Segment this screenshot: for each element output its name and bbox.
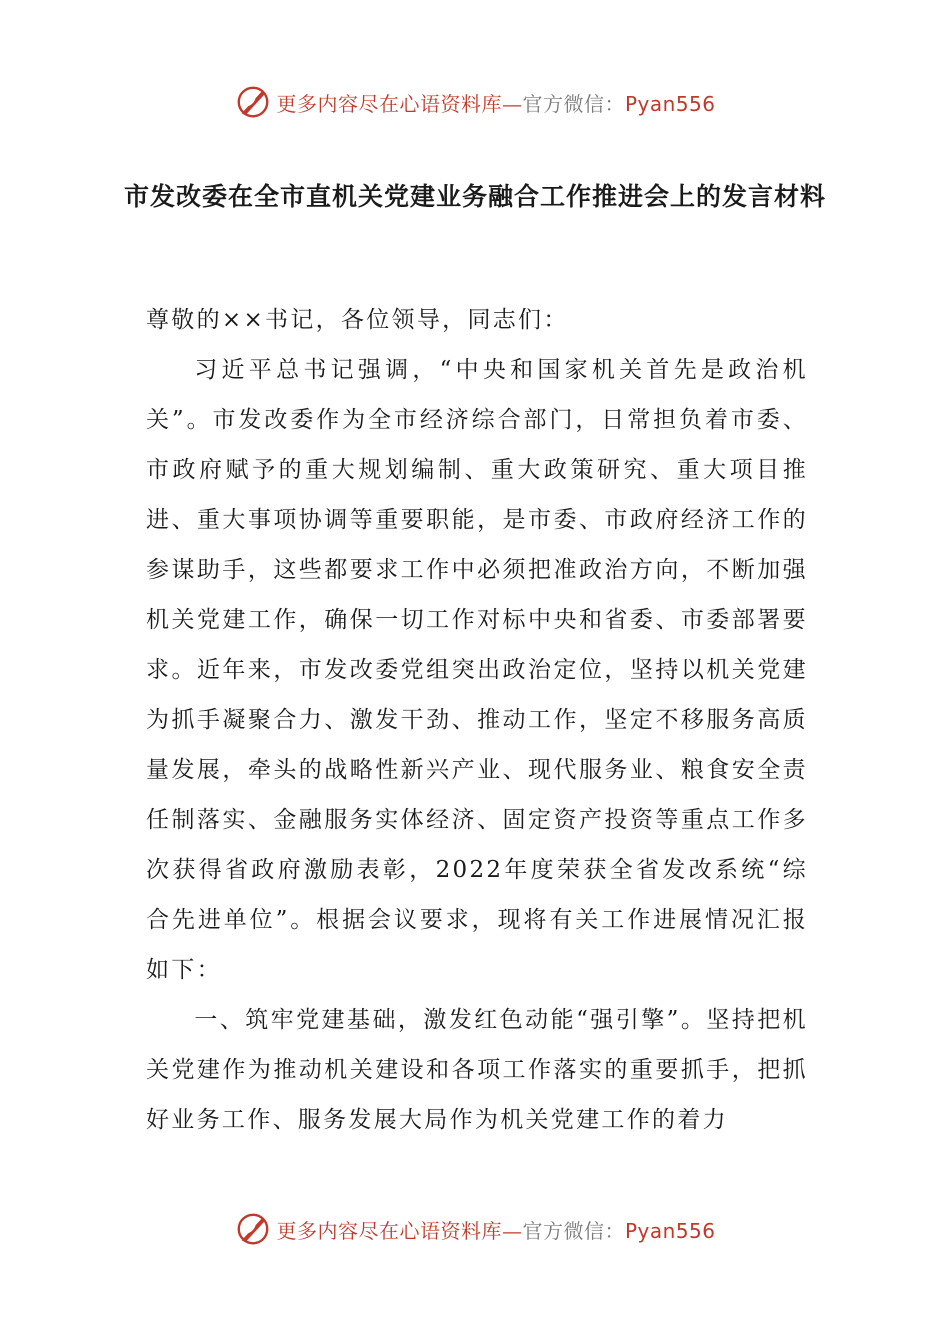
quill-logo-icon (234, 83, 272, 121)
paragraph-section-one: 一、筑牢党建基础，激发红色动能“强引擎”。坚持把机关党建作为推动机关建设和各项工作落实的重要抓手，把抓好业务工作、服务发展大局作为机关党建工作的着力 (146, 1007, 808, 1133)
greeting: 尊敬的××书记，各位领导，同志们： (146, 307, 569, 333)
document-title: 市发改委在全市直机关党建业务融合工作推进会上的发言材料 (123, 182, 826, 211)
footer-watermark (0, 1209, 950, 1249)
watermark-wechat-label: 官方微信： (522, 91, 625, 116)
header-watermark (0, 82, 950, 122)
watermark-text (276, 88, 715, 117)
watermark-text (276, 1215, 715, 1244)
paragraph-intro: 习近平总书记强调，“中央和国家机关首先是政治机关”。市发改委作为全市经济综合部门，日常担负着市委、市政府赋予的重大规划编制、重大政策研究、重大项目推进、重大事项协调等重要职能，是市委、市政府经济工作的参谋助手，这些都要求工作中必须把准政治方向，不断加强机关党建工作，确保一切工作对标中央和省委、市委部署要求。近年来，市发改委党组突出政治定位，坚持以机关党建为抓手凝聚合力、激发干劲、推动工作，坚定不移服务高质量发展，牵头的战略性新兴产业、现代服务业、粮食安全责任制落实、金融服务实体经济、固定资产投资等重点工作多次获得省政府激励表彰，2022年度荣获全省发改系统“综合先进单位”。根据会议要求，现将有关工作进展情况汇报如下： (146, 357, 808, 983)
watermark-wechat-id: Pyan556 (624, 91, 716, 116)
watermark-wechat-label: 官方微信： (522, 1218, 625, 1243)
watermark-brand: 更多内容尽在心语资料库— (276, 91, 523, 116)
watermark-brand: 更多内容尽在心语资料库— (276, 1218, 523, 1243)
watermark-wechat-id: Pyan556 (624, 1218, 716, 1243)
quill-logo-icon (234, 1210, 272, 1248)
document-body (146, 295, 808, 1145)
